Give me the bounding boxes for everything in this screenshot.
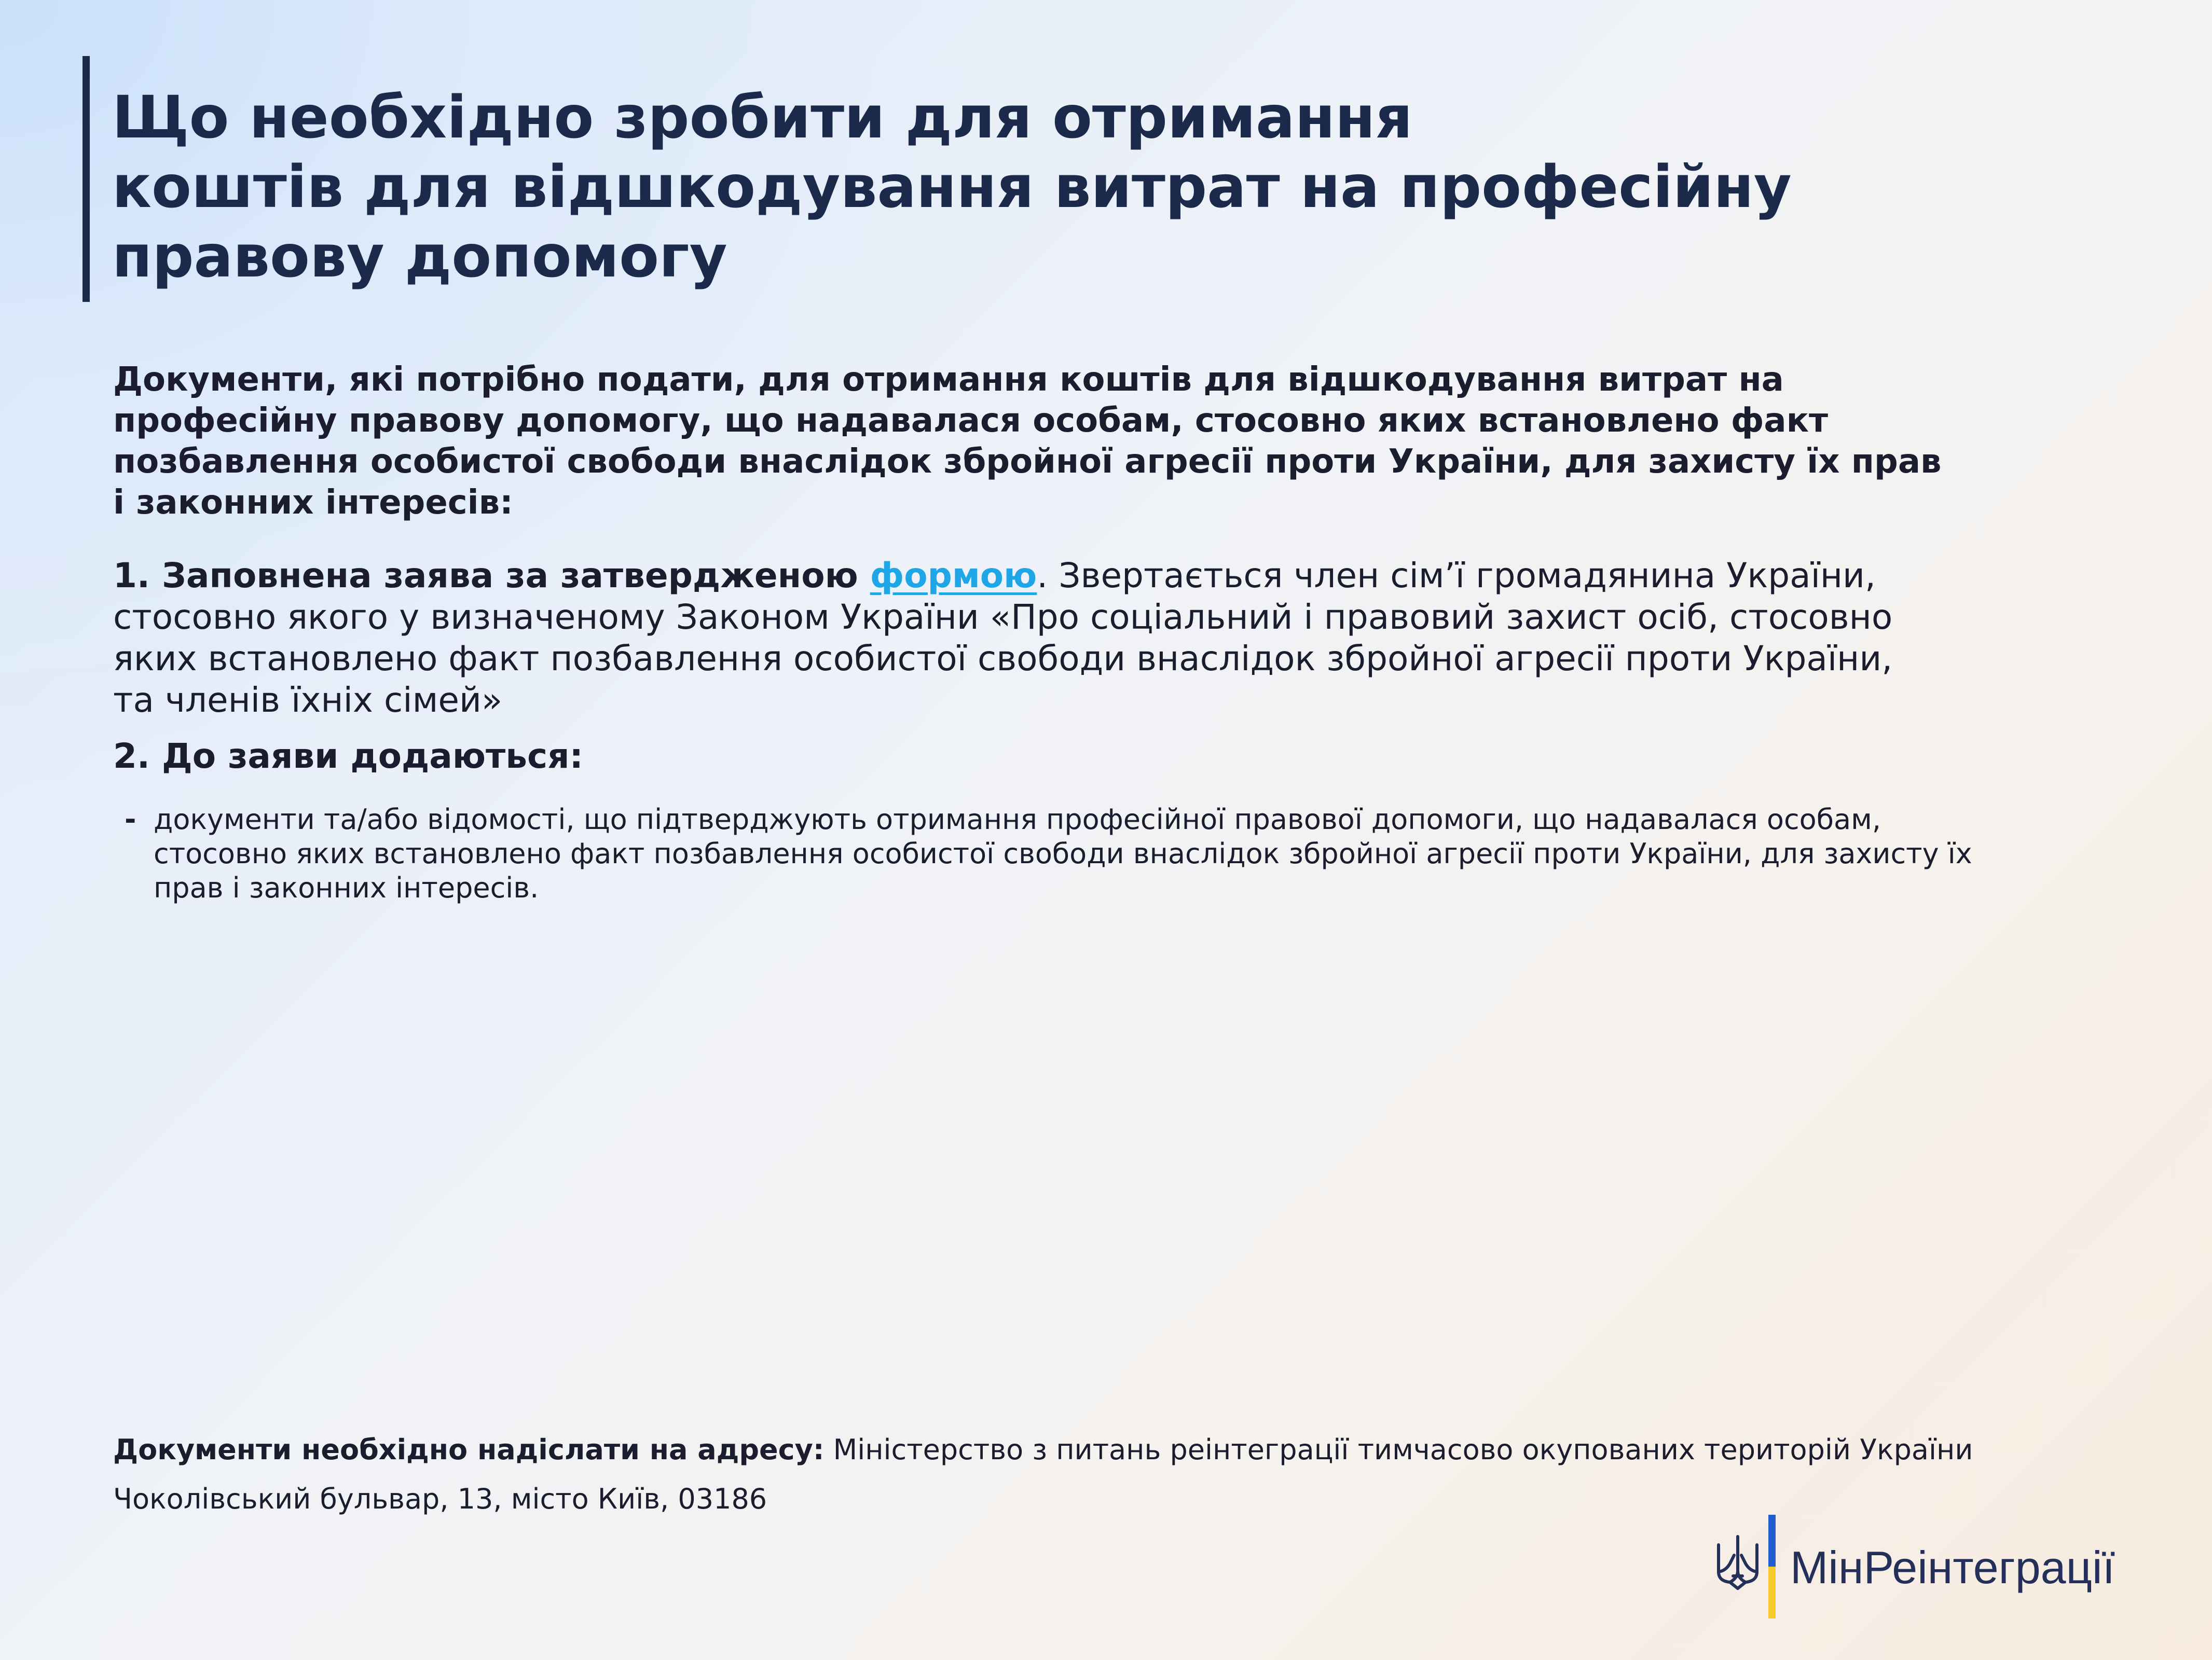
intro-line: і законних інтересів: xyxy=(113,483,513,522)
bullet-line: стосовно яких встановлено факт позбавлення особистої свободи внаслідок збройної агресії проти України, для захисту їх xyxy=(154,837,1972,870)
logo-bar-blue xyxy=(1768,1515,1776,1567)
address-label: Документи необхідно надіслати на адресу: xyxy=(113,1433,825,1466)
item1-line: яких встановлено факт позбавлення особистої свободи внаслідок збройної агресії проти України, xyxy=(113,639,1893,679)
title-accent-bar xyxy=(83,56,90,302)
item1-line: стосовно якого у визначеному Законом України «Про соціальний і правовий захист осіб, стосовно xyxy=(113,597,1893,637)
bullet-dash: - xyxy=(125,803,136,836)
requirement-item-1 xyxy=(113,555,2085,721)
logo-bar-yellow xyxy=(1768,1567,1776,1619)
requirement-item-2: 2. До заяви додаються: xyxy=(113,736,583,776)
page-title xyxy=(112,83,1980,292)
intro-line: Документи, які потрібно подати, для отримання коштів для відшкодування витрат на xyxy=(113,361,1784,399)
intro-line: професійну правову допомогу, що надавалася особам, стосовно яких встановлено факт xyxy=(113,402,1829,440)
address-value: Міністерство з питань реінтеграції тимчасово окупованих територій України xyxy=(824,1433,1973,1466)
street-address: Чоколівський бульвар, 13, місто Київ, 03186 xyxy=(113,1483,767,1515)
form-link[interactable]: формою xyxy=(870,556,1037,596)
intro-paragraph xyxy=(113,359,2085,523)
title-line: правову допомогу xyxy=(112,223,727,290)
address-line xyxy=(113,1433,1973,1467)
trident-icon xyxy=(1714,1534,1761,1592)
bullet-line: прав і законних інтересів. xyxy=(154,872,539,904)
ministry-logo xyxy=(1707,1515,2174,1619)
bullet-line: документи та/або відомості, що підтверджують отримання професійної правової допомоги, що надавалася особам, xyxy=(154,803,1881,836)
item1-after-link: . Звертається член сім’ї громадянина України, xyxy=(1037,556,1876,596)
intro-line: позбавлення особистої свободи внаслідок збройної агресії проти України, для захисту їх прав xyxy=(113,442,1942,481)
bullet-text xyxy=(154,803,2125,905)
item1-line: та членів їхніх сімей» xyxy=(113,680,503,720)
item1-bold-prefix: 1. Заповнена заява за затвердженою xyxy=(113,556,870,596)
title-line: коштів для відшкодування витрат на професійну xyxy=(112,154,1792,221)
item1-first-line xyxy=(113,555,2085,597)
logo-text: МінРеінтеграції xyxy=(1790,1542,2115,1593)
title-line: Що необхідно зробити для отримання xyxy=(112,84,1413,151)
